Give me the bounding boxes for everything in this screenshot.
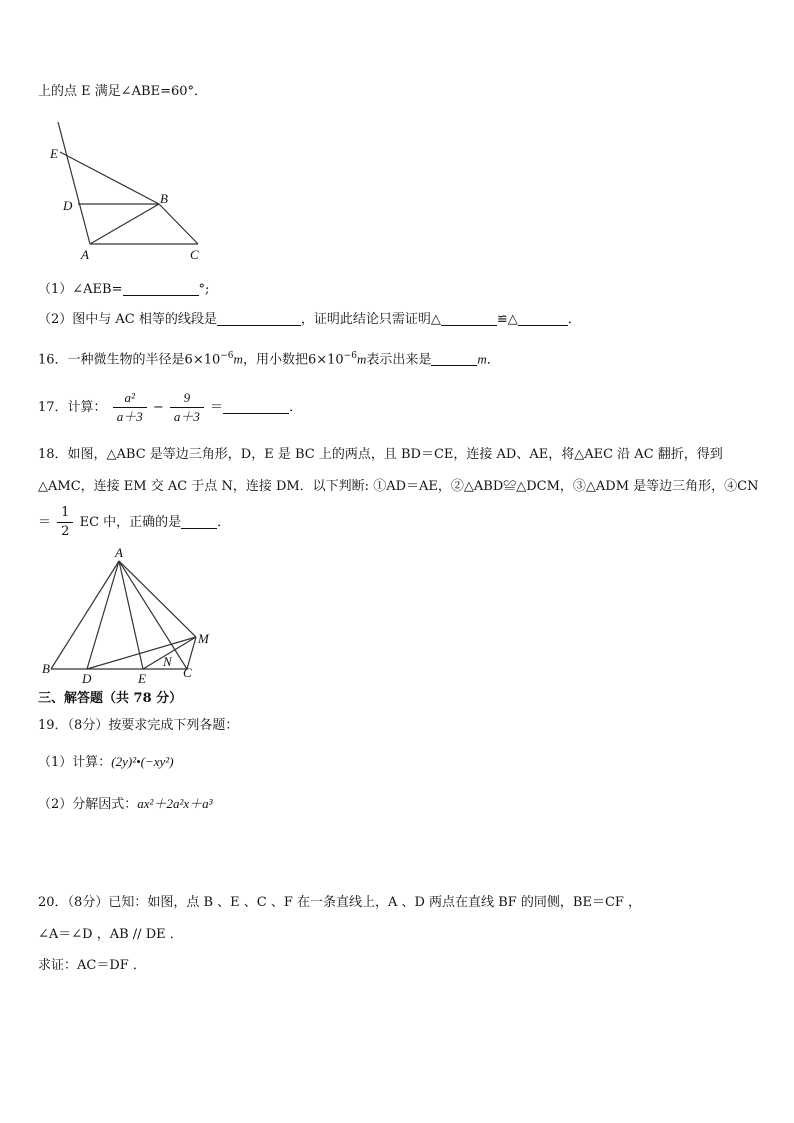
answer-blank[interactable]	[181, 514, 217, 529]
figure-equilateral-triangle	[38, 545, 228, 685]
answer-blank[interactable]	[431, 351, 477, 366]
label-a: A	[81, 247, 89, 262]
question-18-line1: 18．如图，△ABC 是等边三角形，D，E 是 BC 上的两点，且 BD＝CE，连接 AD、AE，将△AEC 沿 AC 翻折，得到	[38, 447, 723, 462]
label-e: E	[138, 671, 146, 685]
label-b: B	[42, 661, 50, 676]
answer-blank[interactable]	[518, 311, 568, 326]
label-m: M	[198, 631, 209, 646]
question-16: 16．一种微生物的半径是$6\times 10^{-6}m$，用小数把$6\times 10^{-6}m$表示出来是 m．	[38, 351, 500, 368]
section-title: 三、解答题（共 78 分）	[38, 691, 183, 706]
line-bc	[159, 204, 198, 244]
label-d: D	[82, 671, 92, 685]
label-c: C	[183, 665, 192, 680]
figure-triangle-abe	[38, 112, 218, 268]
line-ad	[87, 561, 119, 669]
answer-blank[interactable]	[441, 311, 497, 326]
label-b: B	[160, 191, 168, 206]
q15-part1: （1）∠AEB= °;	[38, 282, 210, 297]
line-ab	[51, 561, 119, 669]
answer-blank[interactable]	[123, 281, 199, 296]
question-19-title: 19．（8分）按要求完成下列各题：	[38, 718, 239, 733]
line-ab	[90, 204, 159, 244]
line-am	[119, 561, 196, 637]
question-17: 17．计算： $\frac{\text{a²}}{a+3}$ − $\frac{9}{a+3}$ ＝ ．	[38, 390, 303, 424]
question-20-line1: 20．（8分）已知：如图，点 B 、E 、C 、F 在一条直线上，A 、D 两点在直线 BF 的同侧，BE＝CF ，	[38, 895, 642, 910]
fraction-half: $\frac{1}{2}$	[57, 504, 73, 541]
question-18-line3: ＝ $\frac{1}{2}$ EC 中，正确的是 ．	[38, 505, 231, 539]
answer-blank[interactable]	[217, 311, 301, 326]
label-d: D	[63, 198, 73, 213]
intro-text: 上的点 E 满足∠ABE=60°．	[38, 84, 208, 99]
fraction-2: $\frac{9}{a+3}$	[170, 389, 204, 426]
label-n: N	[163, 654, 172, 669]
line-ac	[119, 561, 187, 669]
question-20-line3: 求证：AC＝DF ．	[38, 958, 146, 973]
fraction-1: $\frac{\text{a²}}{a+3}$	[113, 389, 147, 426]
label-a: A	[115, 545, 123, 560]
label-e: E	[50, 146, 58, 161]
line-ae	[119, 561, 143, 669]
label-c: C	[190, 247, 199, 262]
answer-blank[interactable]	[223, 399, 289, 414]
question-19-part2: （2）分解因式：ax²＋2a²x＋a³	[38, 796, 213, 812]
question-20-line2: ∠A＝∠D ，AB // DE ．	[38, 927, 183, 942]
question-19-part1: （1）计算：(2y)²•(−xy²)	[38, 754, 174, 770]
line-ea	[58, 122, 90, 244]
line-eb	[60, 152, 159, 204]
question-18-line2: △AMC，连接 EM 交 AC 于点 N，连接 DM．以下判断: ①AD＝AE，②△ABD≌△DCM，③△ADM 是等边三角形，④CN	[38, 479, 759, 494]
q15-part2: （2）图中与 AC 相等的线段是 ，证明此结论只需证明△ ≌△ ．	[38, 312, 581, 327]
